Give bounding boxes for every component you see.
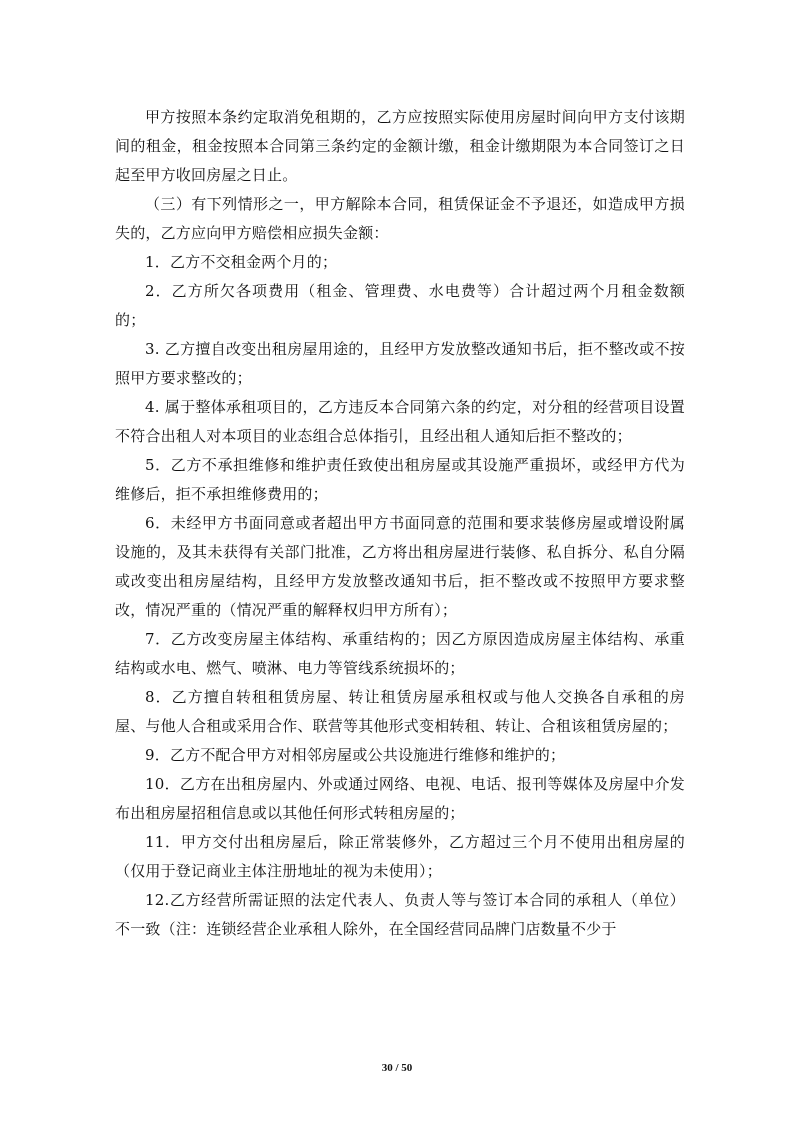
paragraph: 8．乙方擅自转租租赁房屋、转让租赁房屋承租权或与他人交换各自承租的房屋、与他人合租或采用合作、联营等其他形式变相转租、转让、合租该租赁房屋的； bbox=[115, 688, 685, 735]
paragraph: 11．甲方交付出租房屋后，除正常装修外，乙方超过三个月不使用出租房屋的（仅用于登记商业主体注册地址的视为未使用）； bbox=[115, 833, 685, 880]
document-body bbox=[115, 103, 685, 944]
paragraph: 4. 属于整体承租项目的，乙方违反本合同第六条的约定，对分租的经营项目设置不符合出租人对本项目的业态组合总体指引，且经出租人通知后拒不整改的； bbox=[115, 398, 685, 445]
paragraph: 9．乙方不配合甲方对相邻房屋或公共设施进行维修和维护的； bbox=[145, 746, 566, 764]
paragraph: （三）有下列情形之一，甲方解除本合同，租赁保证金不予退还，如造成甲方损失的，乙方应向甲方赔偿相应损失金额： bbox=[115, 195, 685, 242]
paragraph: 1．乙方不交租金两个月的； bbox=[145, 253, 338, 271]
paragraph: 甲方按照本条约定取消免租期的，乙方应按照实际使用房屋时间向甲方支付该期间的租金，租金按照本合同第三条约定的金额计缴，租金计缴期限为本合同签订之日起至甲方收回房屋之日止。 bbox=[115, 108, 685, 184]
paragraph: 12.乙方经营所需证照的法定代表人、负责人等与签订本合同的承租人（单位）不一致（注：连锁经营企业承租人除外，在全国经营同品牌门店数量不少于 bbox=[115, 891, 685, 938]
paragraph: 5．乙方不承担维修和维护责任致使出租房屋或其设施严重损坏，或经甲方代为维修后，拒不承担维修费用的； bbox=[115, 456, 685, 503]
paragraph: 7．乙方改变房屋主体结构、承重结构的；因乙方原因造成房屋主体结构、承重结构或水电、燃气、喷淋、电力等管线系统损坏的； bbox=[115, 630, 685, 677]
paragraph: 2．乙方所欠各项费用（租金、管理费、水电费等）合计超过两个月租金数额的； bbox=[115, 282, 685, 329]
paragraph: 6．未经甲方书面同意或者超出甲方书面同意的范围和要求装修房屋或增设附属设施的，及其未获得有关部门批准，乙方将出租房屋进行装修、私自拆分、私自分隔或改变出租房屋结构，且经甲方发放整改通知书后，拒不整改或不按照甲方要求整改，情况严重的（情况严重的解释权归甲方所有）； bbox=[115, 514, 685, 619]
page-number: 30 / 50 bbox=[381, 1062, 413, 1074]
paragraph: 3. 乙方擅自改变出租房屋用途的，且经甲方发放整改通知书后，拒不整改或不按照甲方要求整改的； bbox=[115, 340, 685, 387]
paragraph: 10．乙方在出租房屋内、外或通过网络、电视、电话、报刊等媒体及房屋中介发布出租房屋招租信息或以其他任何形式转租房屋的； bbox=[115, 775, 685, 822]
